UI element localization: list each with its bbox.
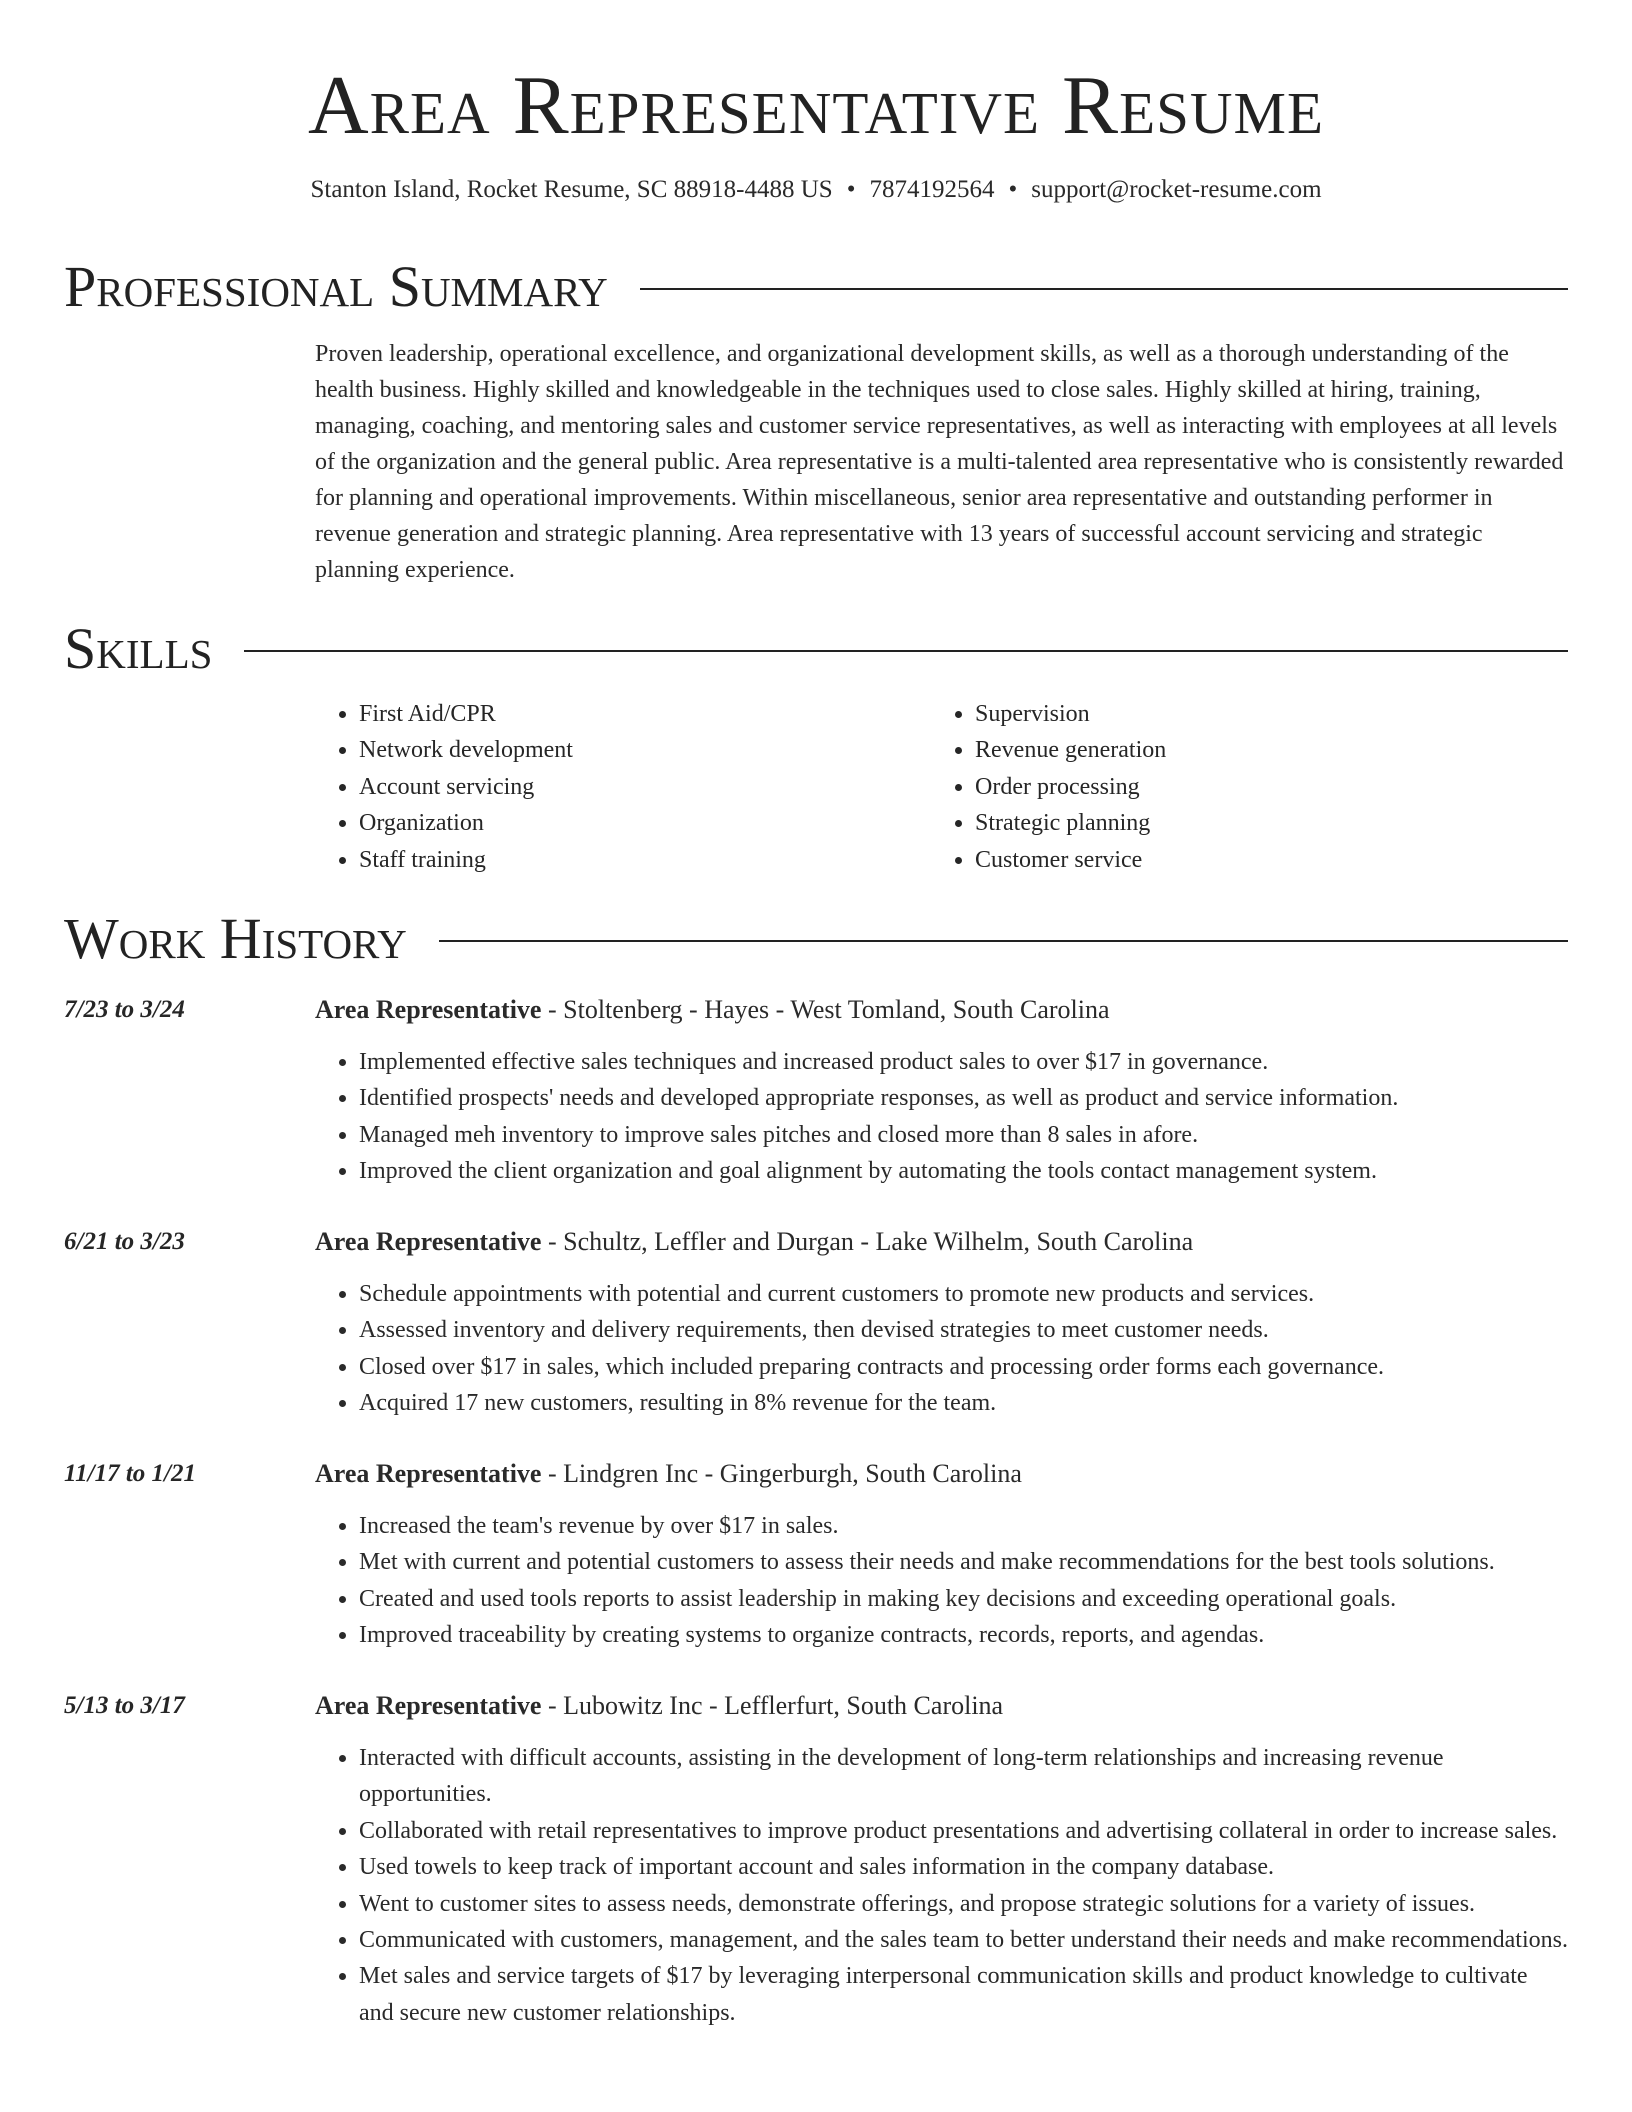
job-bullet: • Used towels to keep track of important account and sales information in the company database. bbox=[359, 1849, 1568, 1885]
job-dates: 5/13 to 3/17 bbox=[64, 1692, 185, 1719]
job-employer: - Lubowitz Inc - Lefflerfurt, South Carolina bbox=[541, 1691, 1004, 1720]
job-heading bbox=[315, 1688, 1003, 1724]
job-employer: - Schultz, Leffler and Durgan - Lake Wilhelm, South Carolina bbox=[541, 1227, 1194, 1256]
section-professional-summary bbox=[64, 252, 1568, 322]
job-heading bbox=[315, 992, 1110, 1028]
job-heading bbox=[315, 1456, 1022, 1492]
job-bullet: • Met with current and potential customers to assess their needs and make recommendations for the best tools solutions. bbox=[359, 1544, 1568, 1580]
job-bullet: • Interacted with difficult accounts, assisting in the development of long-term relationships and increasing revenue opportunities. bbox=[359, 1740, 1568, 1813]
section-divider bbox=[439, 940, 1568, 942]
skill-item: • Account servicing bbox=[359, 769, 931, 805]
resume-title: Area Representative Resume bbox=[307, 59, 1325, 152]
contact-line bbox=[64, 172, 1568, 208]
job-bullet: • Implemented effective sales techniques and increased product sales to over $17 in governance. bbox=[359, 1044, 1568, 1080]
job-bullet: • Improved the client organization and goal alignment by automating the tools contact management system. bbox=[359, 1153, 1568, 1189]
job-bullet: • Closed over $17 in sales, which included preparing contracts and processing order forms each governance. bbox=[359, 1349, 1568, 1385]
skill-item: • Organization bbox=[359, 805, 931, 841]
contact-separator: • bbox=[846, 176, 856, 203]
job-bullet: • Increased the team's revenue by over $17 in sales. bbox=[359, 1508, 1568, 1544]
skill-item: • Supervision bbox=[975, 696, 1547, 732]
section-title-work: Work History bbox=[64, 906, 407, 971]
job-bullets bbox=[315, 1044, 1568, 1190]
job-dates: 11/17 to 1/21 bbox=[64, 1460, 196, 1487]
section-work-history bbox=[64, 904, 1568, 974]
job-bullet: • Schedule appointments with potential and current customers to promote new products and services. bbox=[359, 1276, 1568, 1312]
section-skills bbox=[64, 614, 1568, 684]
job-bullet: • Acquired 17 new customers, resulting in 8% revenue for the team. bbox=[359, 1385, 1568, 1421]
skills-column-left bbox=[315, 696, 931, 878]
job-dates: 7/23 to 3/24 bbox=[64, 996, 185, 1023]
job-bullet: • Went to customer sites to assess needs, demonstrate offerings, and propose strategic solutions for a variety of issues. bbox=[359, 1886, 1568, 1922]
job-bullet: • Met sales and service targets of $17 by leveraging interpersonal communication skills and product knowledge to cultivate and secure new customer relationships. bbox=[359, 1958, 1568, 2031]
skill-item: • Staff training bbox=[359, 842, 931, 878]
contact-email: support@rocket-resume.com bbox=[1031, 176, 1322, 203]
contact-separator: • bbox=[1008, 176, 1018, 203]
skill-item: • Strategic planning bbox=[975, 805, 1547, 841]
job-bullet: • Managed meh inventory to improve sales pitches and closed more than 8 sales in afore. bbox=[359, 1117, 1568, 1153]
contact-phone: 7874192564 bbox=[869, 176, 995, 203]
job-bullets bbox=[315, 1276, 1568, 1422]
job-bullet: • Created and used tools reports to assist leadership in making key decisions and exceeding operational goals. bbox=[359, 1581, 1568, 1617]
skill-item: • Customer service bbox=[975, 842, 1547, 878]
job-bullets bbox=[315, 1740, 1568, 2031]
skill-item: • First Aid/CPR bbox=[359, 696, 931, 732]
job-role: Area Representative bbox=[315, 995, 542, 1024]
skill-item: • Revenue generation bbox=[975, 732, 1547, 768]
skill-item: • Network development bbox=[359, 732, 931, 768]
job-bullet: • Identified prospects' needs and developed appropriate responses, as well as product and service information. bbox=[359, 1080, 1568, 1116]
section-divider bbox=[244, 650, 1568, 652]
skills-list bbox=[315, 696, 1568, 878]
job-dates: 6/21 to 3/23 bbox=[64, 1228, 185, 1255]
contact-address: Stanton Island, Rocket Resume, SC 88918-4488 US bbox=[310, 176, 833, 203]
section-title-skills: Skills bbox=[64, 616, 213, 681]
job-heading bbox=[315, 1224, 1193, 1260]
section-title-summary: Professional Summary bbox=[64, 254, 608, 319]
skills-column-right bbox=[931, 696, 1547, 878]
job-bullet: • Collaborated with retail representatives to improve product presentations and advertising collateral in order to increase sales. bbox=[359, 1813, 1568, 1849]
job-role: Area Representative bbox=[315, 1227, 542, 1256]
section-divider bbox=[640, 288, 1568, 290]
job-employer: - Stoltenberg - Hayes - West Tomland, South Carolina bbox=[541, 995, 1110, 1024]
summary-text: Proven leadership, operational excellence, and organizational development skills, as well as a thorough understanding of the health business. Highly skilled and knowledgeable in the techniques used to close sales. Highly skilled at hiring, training, managing, coaching, and mentoring sales and customer service representatives, as well as interacting with employees at all levels of the organization and the general public. Area representative is a multi-talented area representative who is consistently rewarded for planning and operational improvements. Within miscellaneous, senior area representative and outstanding performer in revenue generation and strategic planning. Area representative with 13 years of successful account servicing and strategic planning experience. bbox=[315, 341, 1564, 583]
job-bullet: • Communicated with customers, management, and the sales team to better understand their needs and make recommendations. bbox=[359, 1922, 1568, 1958]
job-bullet: • Improved traceability by creating systems to organize contracts, records, reports, and agendas. bbox=[359, 1617, 1568, 1653]
job-bullet: • Assessed inventory and delivery requirements, then devised strategies to meet customer needs. bbox=[359, 1312, 1568, 1348]
skill-item: • Order processing bbox=[975, 769, 1547, 805]
job-employer: - Lindgren Inc - Gingerburgh, South Carolina bbox=[541, 1459, 1022, 1488]
job-role: Area Representative bbox=[315, 1459, 542, 1488]
job-role: Area Representative bbox=[315, 1691, 542, 1720]
job-bullets bbox=[315, 1508, 1568, 1654]
